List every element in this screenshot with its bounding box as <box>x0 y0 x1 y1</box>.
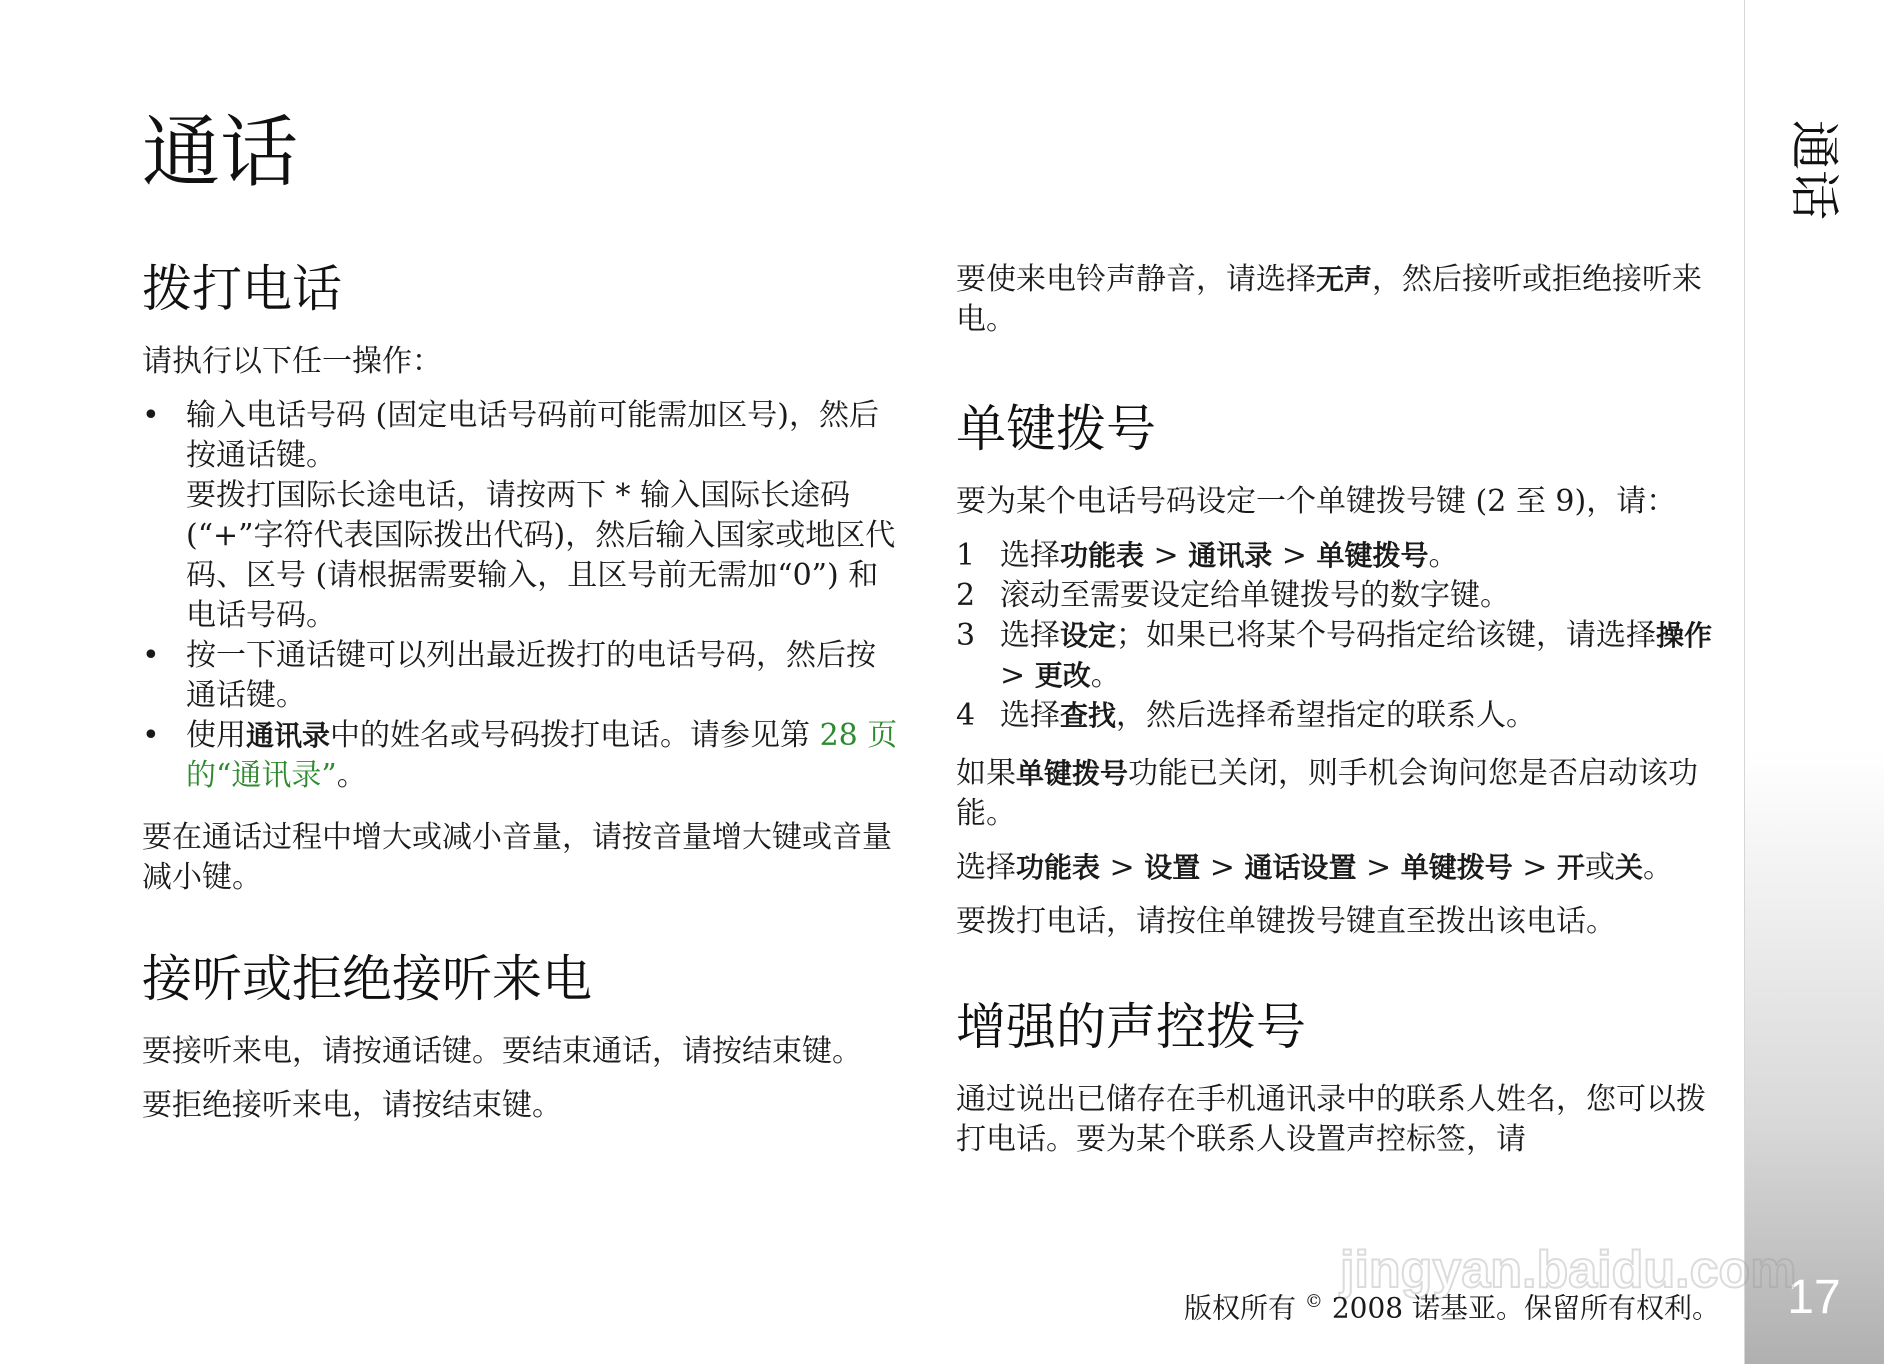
list-item <box>142 396 902 636</box>
ui-term: 设定 <box>1060 619 1117 652</box>
step-item <box>956 576 1716 616</box>
right-column <box>956 260 1716 1174</box>
path-separator: > <box>1100 850 1145 885</box>
path-separator: > <box>1272 538 1317 573</box>
copyright-footer <box>1184 1282 1720 1328</box>
bullet-text: 按一下通话键可以列出最近拨打的电话号码，然后按通话键。 <box>186 638 876 713</box>
speed-dial-off-paragraph <box>956 754 1716 834</box>
paragraph-text: 。 <box>1642 850 1673 885</box>
dial-intro: 请执行以下任一操作： <box>142 344 442 379</box>
paragraph-text: 功能已关闭，则手机会询问您是否启动该功能。 <box>956 756 1699 831</box>
reject-paragraph: 要拒绝接听来电，请按结束键。 <box>142 1088 562 1123</box>
section-heading-voice-dial: 增强的声控拨号 <box>956 998 1306 1056</box>
watermark-text: jingyan.baidu.com <box>1340 1241 1797 1299</box>
ui-term: 查找 <box>1060 699 1117 732</box>
step-text: 选择 <box>1000 618 1060 653</box>
ui-term: 功能表 <box>1016 851 1101 884</box>
bullet-icon: • <box>142 638 160 673</box>
left-column <box>142 258 902 1140</box>
chapter-title: 通话 <box>142 108 299 198</box>
paragraph-text: ，然后接听或拒绝接听来电。 <box>956 262 1703 337</box>
page-number: 17 <box>1787 1271 1841 1324</box>
step-text: ，然后选择希望指定的联系人。 <box>1116 698 1537 733</box>
step-item <box>956 536 1716 576</box>
step-number: 3 <box>956 618 976 653</box>
speed-dial-call-paragraph: 要拨打电话，请按住单键拨号键直至拨出该电话。 <box>956 904 1616 939</box>
ui-term: 功能表 <box>1060 539 1145 572</box>
bullet-text: 。 <box>336 758 367 793</box>
side-tab-title: 通话 <box>1785 120 1843 220</box>
ui-term: 关 <box>1614 851 1643 884</box>
bullet-icon: • <box>142 718 160 753</box>
path-separator: > <box>1144 538 1189 573</box>
ui-term: 通话设置 <box>1244 851 1357 884</box>
ui-term-silent: 无声 <box>1316 263 1373 296</box>
step-text: ；如果已将某个号码指定给该键，请选择 <box>1116 618 1657 653</box>
path-separator: > <box>1200 850 1245 885</box>
footer-text: 版权所有 <box>1184 1291 1297 1325</box>
path-separator: > <box>1512 850 1557 885</box>
step-text: 。 <box>1428 538 1459 573</box>
step-text: 选择 <box>1000 698 1060 733</box>
ui-term-contacts: 通讯录 <box>246 719 331 752</box>
bullet-icon: • <box>142 398 160 433</box>
path-separator: > <box>1356 850 1401 885</box>
step-item <box>956 616 1716 696</box>
path-separator: > <box>1000 658 1035 693</box>
ui-term: 更改 <box>1034 659 1091 692</box>
speed-dial-intro: 要为某个电话号码设定一个单键拨号键 (2 至 9)，请： <box>956 484 1677 519</box>
section-heading-answer: 接听或拒绝接听来电 <box>142 950 592 1008</box>
answer-paragraph: 要接听来电，请按通话键。要结束通话，请按结束键。 <box>142 1034 862 1069</box>
section-heading-speed-dial: 单键拨号 <box>956 400 1156 458</box>
voice-dial-paragraph: 通过说出已储存在手机通讯录中的联系人姓名，您可以拨打电话。要为某个联系人设置声控标签，请 <box>956 1082 1706 1157</box>
step-number: 1 <box>956 538 976 573</box>
paragraph-text: 选择 <box>956 850 1016 885</box>
section-heading-dial: 拨打电话 <box>142 260 342 318</box>
mute-paragraph <box>956 260 1716 340</box>
paragraph-text: 或 <box>1584 850 1615 885</box>
bullet-text-sub: 要拨打国际长途电话，请按两下 * 输入国际长途码 (“+”字符代表国际拨出代码)，然后输入国家或地区代码、区号 (请根据需要输入，且区号前无需加“0”) 和电话号码。 <box>186 478 896 633</box>
speed-dial-steps <box>956 536 1716 736</box>
copyright-symbol: © <box>1304 1291 1323 1312</box>
step-text: 滚动至需要设定给单键拨号的数字键。 <box>1000 578 1510 613</box>
bullet-text: 中的姓名或号码拨打电话。请参见第 <box>330 718 820 753</box>
dial-bullet-list <box>142 396 902 796</box>
step-text: 。 <box>1090 658 1121 693</box>
ui-term: 单键拨号 <box>1400 851 1513 884</box>
ui-term: 单键拨号 <box>1316 539 1429 572</box>
ui-term: 通讯录 <box>1188 539 1273 572</box>
bullet-text: 输入电话号码 (固定电话号码前可能需加区号)，然后按通话键。 <box>186 398 879 473</box>
ui-term: 单键拨号 <box>1016 757 1129 790</box>
step-number: 2 <box>956 578 976 613</box>
paragraph-text: 如果 <box>956 756 1016 791</box>
footer-text: 2008 诺基亚。保留所有权利。 <box>1331 1291 1720 1325</box>
step-number: 4 <box>956 698 976 733</box>
step-text: 选择 <box>1000 538 1060 573</box>
list-item <box>142 716 902 796</box>
step-item <box>956 696 1716 736</box>
ui-term: 操作 <box>1656 619 1713 652</box>
list-item <box>142 636 902 716</box>
speed-dial-path-paragraph <box>956 848 1716 888</box>
volume-paragraph: 要在通话过程中增大或减小音量，请按音量增大键或音量减小键。 <box>142 820 892 895</box>
ui-term: 设置 <box>1144 851 1201 884</box>
cross-reference-link[interactable]: 28 页的“通讯录” <box>186 718 898 793</box>
paragraph-text: 要使来电铃声静音，请选择 <box>956 262 1316 297</box>
bullet-text: 使用 <box>186 718 246 753</box>
ui-term: 开 <box>1556 851 1585 884</box>
